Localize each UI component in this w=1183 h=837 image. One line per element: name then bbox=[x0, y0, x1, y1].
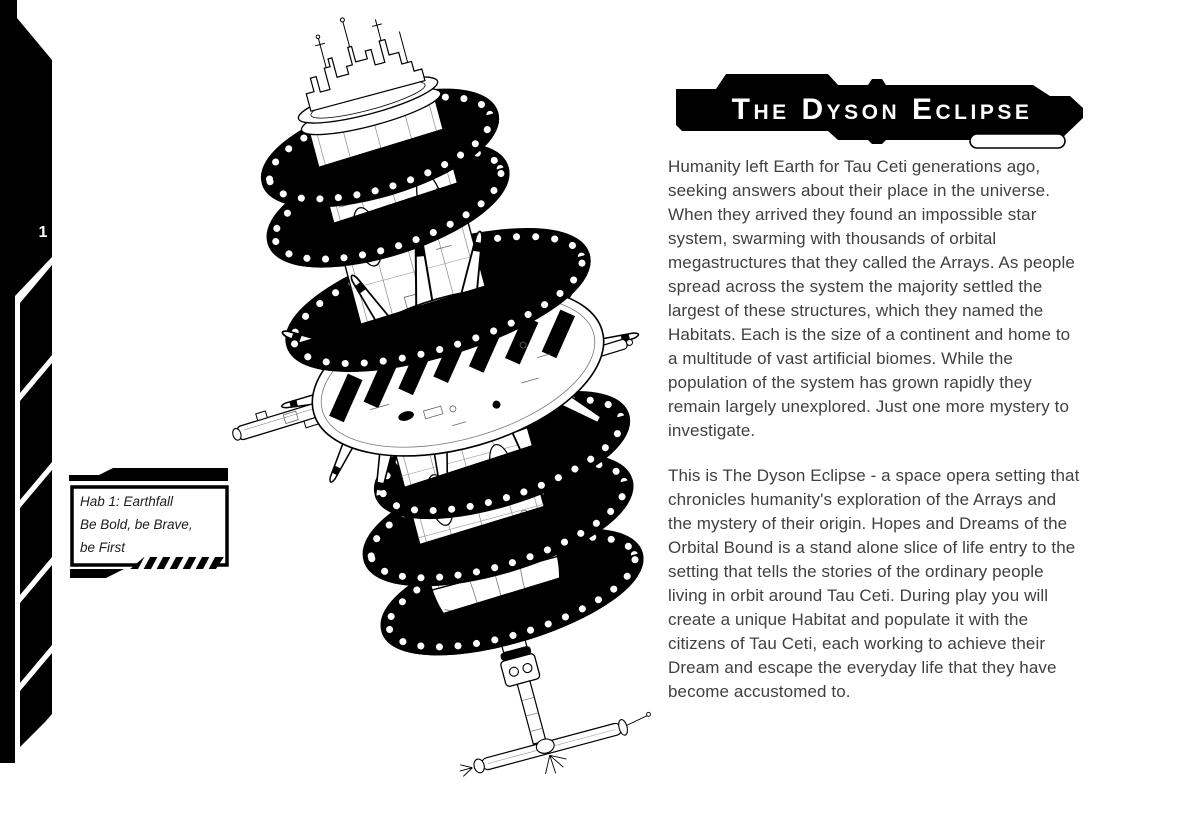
page-number: 1 bbox=[38, 224, 48, 241]
intro-paragraph: Humanity left Earth for Tau Ceti generations ago, seeking answers about their place in the universe. When they arrived they found an impossible star system, swarming with thousands of orbital megastructures that they called the Arrays. As people spread across the system the majority settled the largest of these structures, which they named the Habitats. Each is the size of a continent and home to a multitude of vast artificial biomes. While the population of the system has grown rapidly they remain largely unexplored. Just one more mystery to investigate. bbox=[668, 157, 1075, 440]
caption-line: Be Bold, be Brave, bbox=[80, 517, 193, 532]
caption-line: be First bbox=[80, 540, 126, 555]
habitat-illustration bbox=[225, 0, 695, 837]
caption-text bbox=[80, 490, 220, 559]
caption-line: Hab 1: Earthfall bbox=[80, 494, 174, 509]
page-edge-decoration bbox=[0, 0, 55, 837]
title-banner bbox=[668, 62, 1088, 150]
setting-paragraph: This is The Dyson Eclipse - a space opera setting that chronicles humanity's exploration of the Arrays and the mystery of their origin. Hopes and Dreams of the Orbital Bound is a stand alone slice of life entry to the setting that tells the stories of the ordinary people living in orbit around Tau Ceti. During play you will create a unique Habitat and populate it with the citizens of Tau Ceti, each working to achieve their Dream and escape the everyday life that they have become accustomed to. bbox=[668, 466, 1080, 701]
article-column bbox=[668, 62, 1080, 704]
page-title: The Dyson Eclipse bbox=[731, 93, 1033, 126]
habitat-caption-box bbox=[66, 462, 236, 584]
antenna-crossbar bbox=[457, 711, 659, 797]
